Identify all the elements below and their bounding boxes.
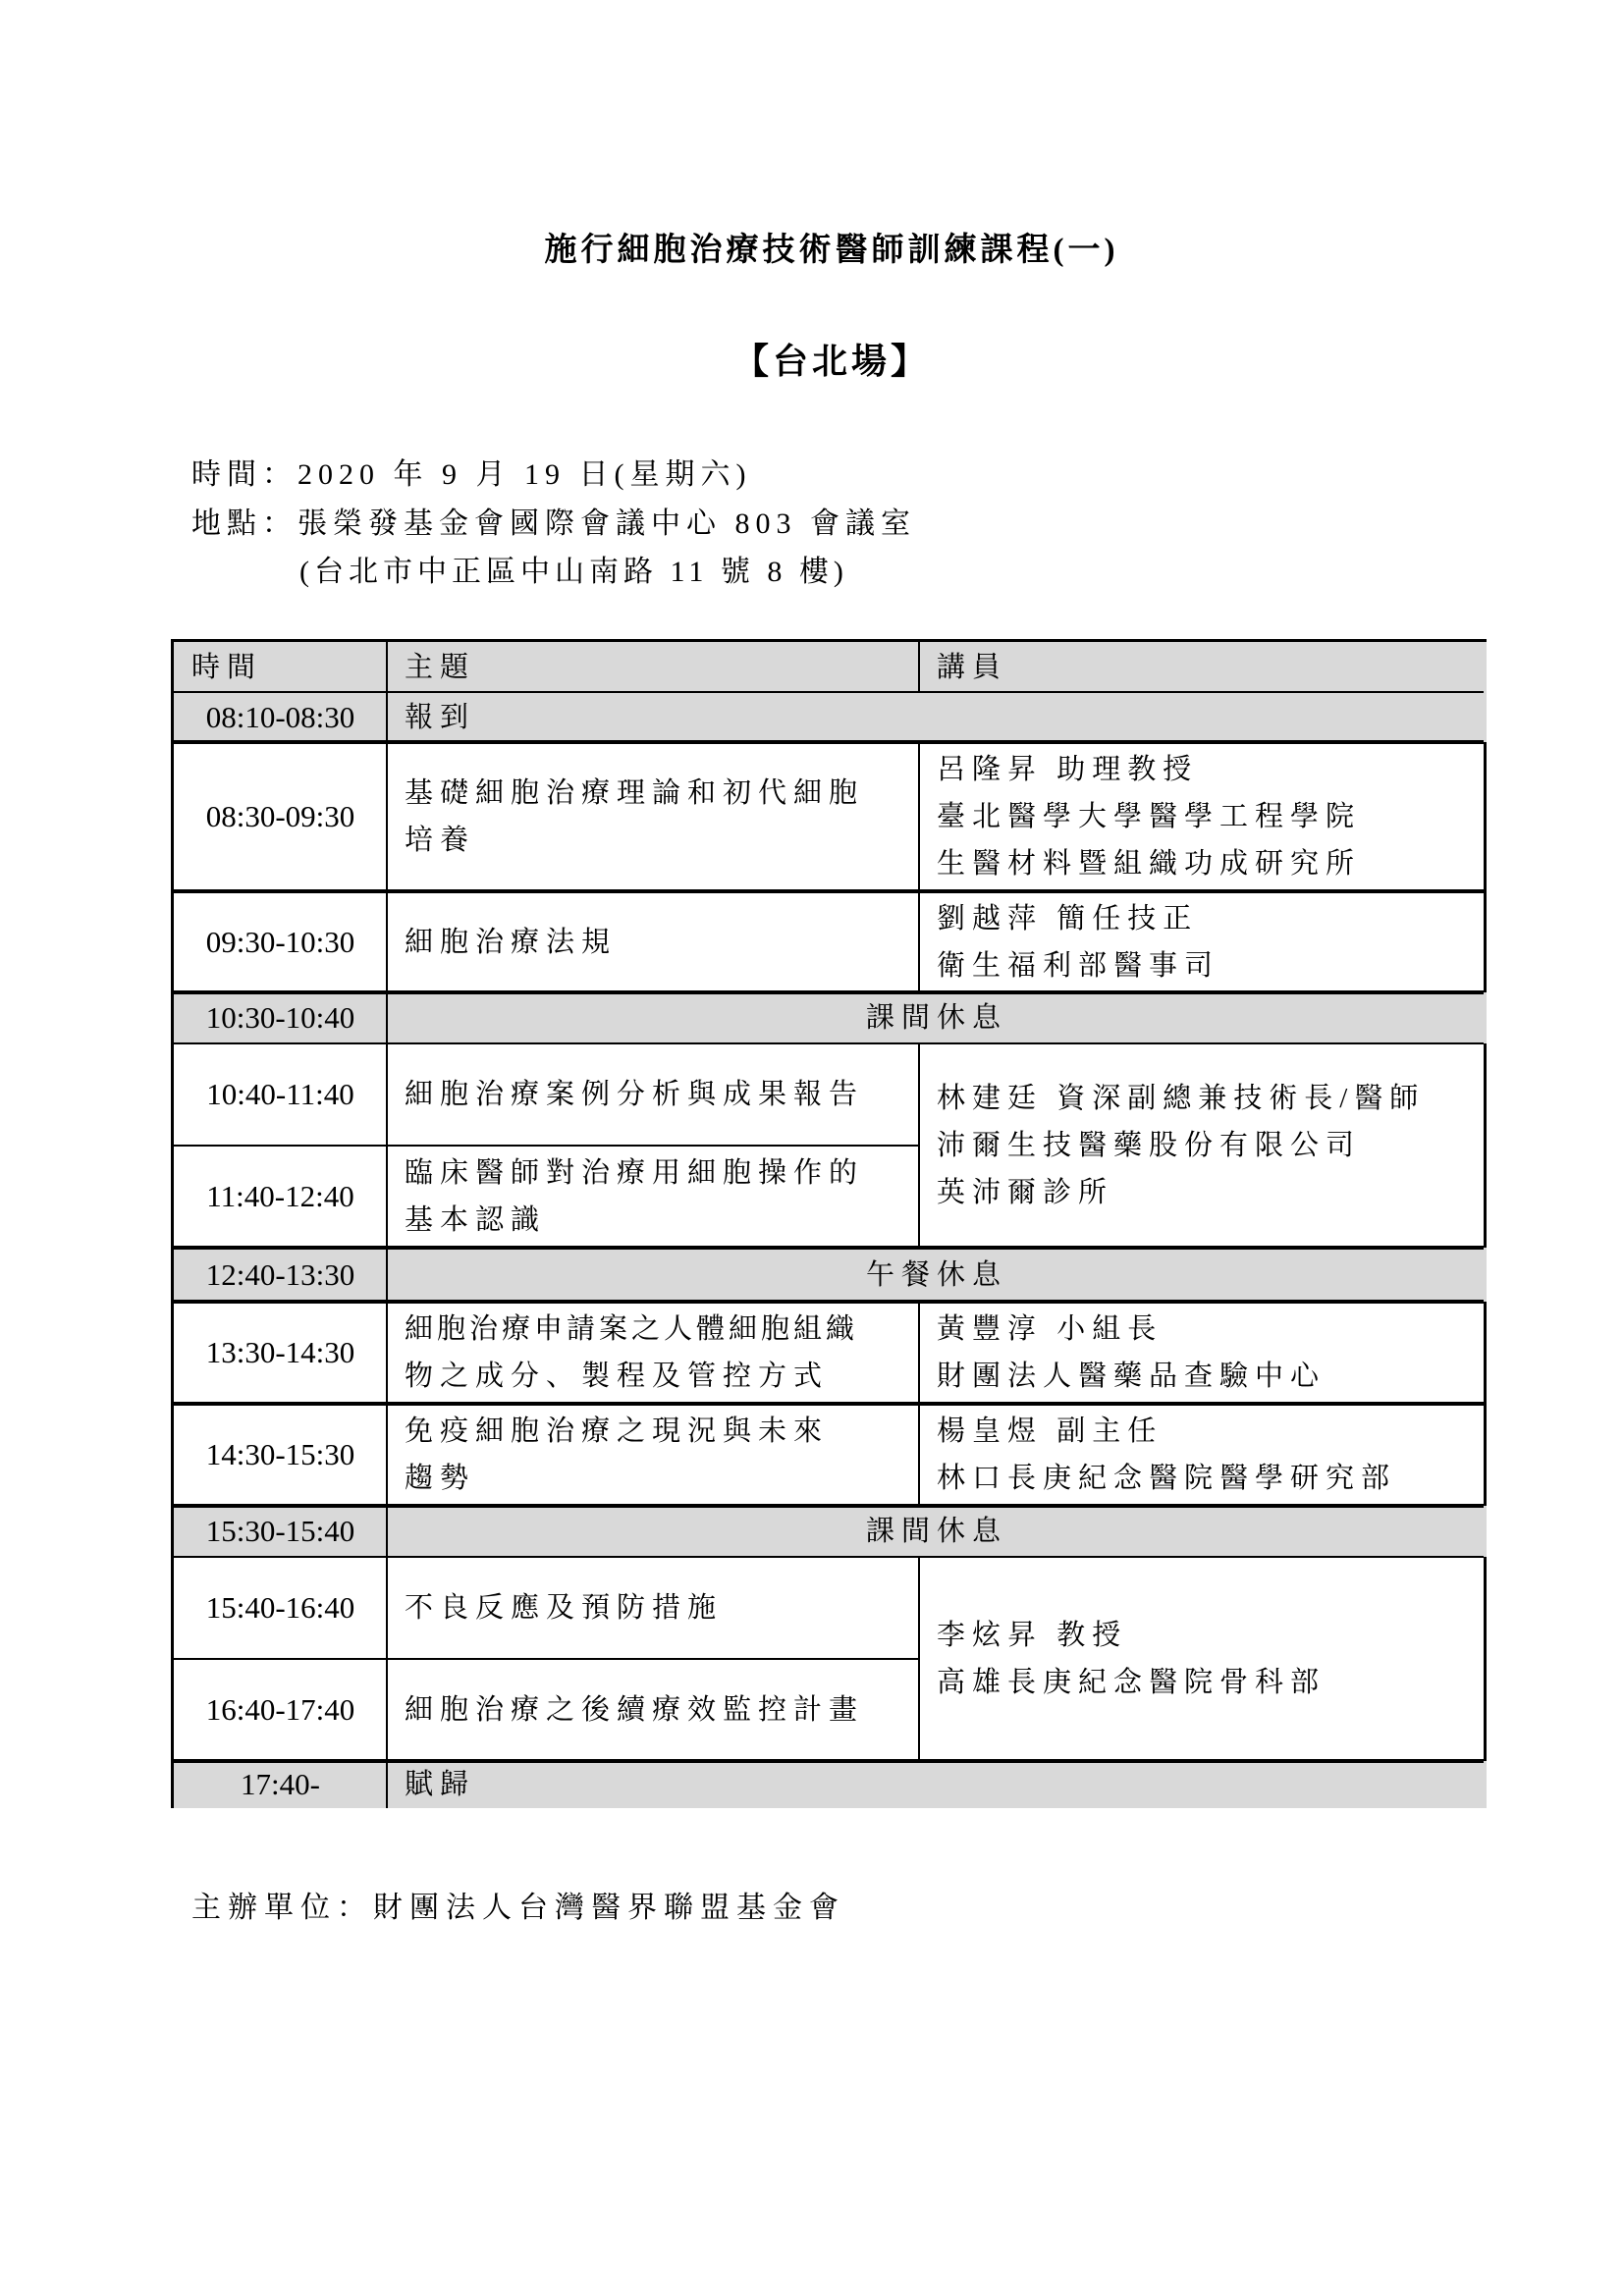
row-speaker bbox=[919, 1404, 1487, 1506]
speaker-line: 楊皇煜 副主任 bbox=[937, 1415, 1164, 1447]
row-topic bbox=[387, 1659, 919, 1761]
topic-line: 趨勢 bbox=[405, 1463, 476, 1494]
row-topic bbox=[387, 891, 919, 992]
row-divider bbox=[174, 1300, 1484, 1304]
speaker-line: 財團法人醫藥品查驗中心 bbox=[937, 1361, 1326, 1392]
row-divider bbox=[174, 1556, 1484, 1558]
row-speaker bbox=[919, 891, 1487, 992]
row-time: 08:30-09:30 bbox=[205, 799, 355, 833]
break-label: 課間休息 bbox=[387, 1506, 1487, 1557]
row-topic bbox=[387, 1302, 919, 1404]
row-time: 11:40-12:40 bbox=[206, 1179, 354, 1213]
topic-line: 基本認識 bbox=[405, 1204, 547, 1236]
row-time: 12:40-13:30 bbox=[174, 1248, 387, 1302]
row-divider bbox=[174, 1145, 919, 1147]
speaker-line: 呂隆昇 助理教授 bbox=[937, 754, 1199, 785]
event-time: 時間：2020 年 9 月 19 日(星期六) bbox=[191, 458, 752, 491]
row-time: 14:30-15:30 bbox=[205, 1437, 355, 1471]
topic-line: 臨床醫師對治療用細胞操作的 bbox=[405, 1157, 865, 1189]
topic-line: 細胞治療之後續療效監控計畫 bbox=[405, 1694, 865, 1726]
row-divider bbox=[174, 990, 1484, 994]
row-speaker bbox=[919, 742, 1487, 891]
row-speaker bbox=[919, 1557, 1487, 1761]
row-speaker bbox=[919, 1043, 1487, 1248]
header-time: 時間 bbox=[174, 642, 387, 692]
row-topic bbox=[387, 1043, 919, 1146]
column-divider bbox=[918, 742, 920, 992]
row-time: 15:30-15:40 bbox=[174, 1506, 387, 1557]
document-title: 施行細胞治療技術醫師訓練課程(一) bbox=[544, 233, 1119, 268]
row-divider bbox=[174, 691, 1484, 693]
speaker-line: 沛爾生技醫藥股份有限公司 bbox=[937, 1130, 1362, 1161]
row-divider bbox=[174, 1504, 1484, 1508]
column-divider bbox=[918, 1043, 920, 1248]
topic-line: 細胞治療申請案之人體細胞組織 bbox=[405, 1313, 859, 1345]
speaker-line: 英沛爾診所 bbox=[937, 1177, 1114, 1208]
row-time: 10:40-11:40 bbox=[206, 1077, 354, 1111]
row-divider bbox=[174, 1402, 1484, 1406]
row-speaker bbox=[919, 1302, 1487, 1404]
row-time: 10:30-10:40 bbox=[174, 992, 387, 1043]
row-topic bbox=[387, 1557, 919, 1659]
speaker-line: 黃豐淳 小組長 bbox=[937, 1313, 1164, 1345]
speaker-line: 衛生福利部醫事司 bbox=[937, 949, 1220, 982]
row-divider bbox=[174, 889, 1484, 893]
header-speaker: 講員 bbox=[919, 642, 1487, 692]
row-time: 13:30-14:30 bbox=[205, 1335, 355, 1369]
row-time: 09:30-10:30 bbox=[205, 924, 355, 959]
event-location: 地點：張榮發基金會國際會議中心 803 會議室 bbox=[191, 507, 916, 540]
row-divider bbox=[174, 1042, 1484, 1044]
column-divider bbox=[918, 1557, 920, 1761]
topic-line: 細胞治療法規 bbox=[405, 926, 618, 958]
topic-line: 基礎細胞治療理論和初代細胞 bbox=[405, 777, 865, 809]
topic-line: 免疫細胞治療之現況與未來 bbox=[405, 1415, 830, 1447]
schedule-table bbox=[171, 639, 1487, 1808]
row-time: 16:40-17:40 bbox=[205, 1692, 355, 1727]
speaker-line: 臺北醫學大學醫學工程學院 bbox=[937, 801, 1362, 832]
row-divider bbox=[174, 1246, 1484, 1250]
topic-line: 細胞治療案例分析與成果報告 bbox=[405, 1079, 865, 1110]
speaker-line: 生醫材料暨組織功成研究所 bbox=[937, 848, 1362, 880]
organizer: 主辦單位：財團法人台灣醫界聯盟基金會 bbox=[191, 1892, 845, 1924]
break-label: 午餐休息 bbox=[387, 1248, 1487, 1302]
row-topic: 報到 bbox=[387, 692, 1487, 742]
speaker-line: 高雄長庚紀念醫院骨科部 bbox=[937, 1667, 1326, 1698]
break-label: 課間休息 bbox=[387, 992, 1487, 1043]
speaker-line: 林建廷 資深副總兼技術長/醫師 bbox=[937, 1083, 1426, 1114]
row-divider bbox=[174, 740, 1484, 744]
row-time: 08:10-08:30 bbox=[174, 692, 387, 742]
row-divider bbox=[174, 1658, 919, 1660]
header-topic: 主題 bbox=[387, 642, 919, 692]
row-topic: 賦歸 bbox=[387, 1761, 1487, 1808]
column-divider bbox=[918, 642, 920, 692]
column-divider bbox=[386, 642, 388, 1808]
row-time: 17:40- bbox=[174, 1761, 387, 1808]
speaker-line: 李炫昇 教授 bbox=[937, 1620, 1128, 1651]
speaker-line: 劉越萍 簡任技正 bbox=[937, 902, 1199, 934]
row-topic bbox=[387, 1404, 919, 1506]
row-topic bbox=[387, 1146, 919, 1248]
event-address: (台北市中正區中山南路 11 號 8 樓) bbox=[299, 556, 848, 588]
column-divider bbox=[918, 1302, 920, 1506]
speaker-line: 林口長庚紀念醫院醫學研究部 bbox=[937, 1463, 1397, 1494]
topic-line: 物之成分、製程及管控方式 bbox=[405, 1361, 830, 1392]
topic-line: 不良反應及預防措施 bbox=[405, 1592, 724, 1624]
row-divider bbox=[174, 1759, 1484, 1763]
venue-heading: 【台北場】 bbox=[732, 342, 930, 381]
topic-line: 培養 bbox=[405, 825, 476, 856]
row-topic bbox=[387, 742, 919, 891]
row-time: 15:40-16:40 bbox=[205, 1590, 355, 1625]
